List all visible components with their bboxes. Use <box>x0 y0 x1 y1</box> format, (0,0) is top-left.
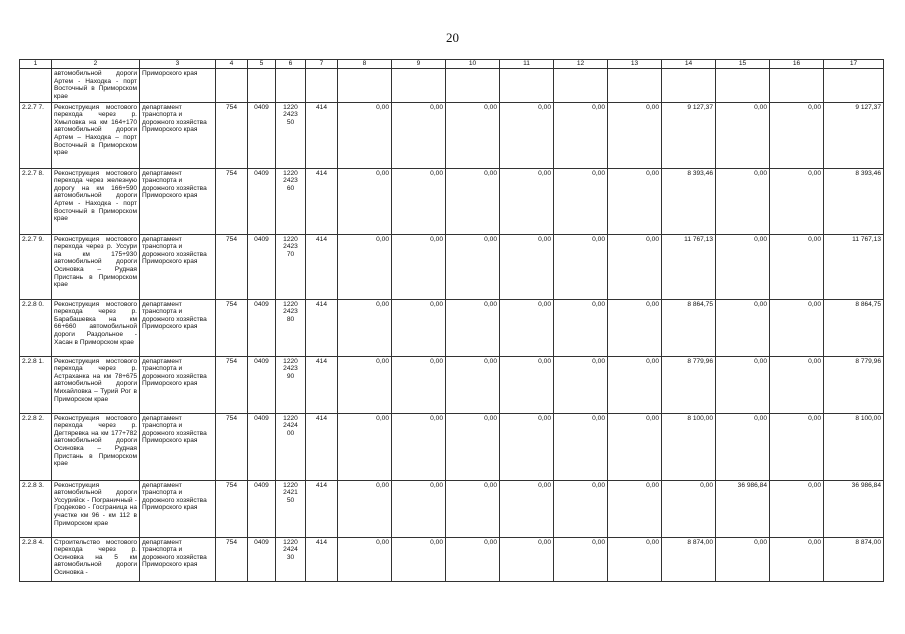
cell-amount-16: 0,00 <box>770 413 824 480</box>
cell-amount-13: 0,00 <box>608 537 662 581</box>
cell-amount-11: 0,00 <box>500 480 554 537</box>
cell-amount-14: 8 874,00 <box>662 537 716 581</box>
cell-grbs: 754 <box>216 168 248 234</box>
csr-part: 50 <box>286 496 295 504</box>
cell-amount-13: 0,00 <box>608 413 662 480</box>
cell-id: 2.2.8 0. <box>20 299 52 356</box>
table-row <box>20 168 884 234</box>
cell-amount-11: 0,00 <box>500 234 554 299</box>
cell-amount-13: 0,00 <box>608 356 662 413</box>
csr-part: 2423 <box>283 308 298 316</box>
cell-amount-15: 0,00 <box>716 102 770 168</box>
header-col-7: 7 <box>306 60 338 69</box>
csr-part: 2423 <box>283 111 298 119</box>
cell-amount-15: 0,00 <box>716 234 770 299</box>
cell-amount-12: 0,00 <box>554 356 608 413</box>
cell-organization: департамент транспорта и дорожного хозяйства Приморского края <box>140 234 216 299</box>
csr-part: 2421 <box>283 489 298 497</box>
table-row <box>20 413 884 480</box>
header-col-5: 5 <box>248 60 276 69</box>
cell-rzpr: 0409 <box>248 299 276 356</box>
cell-amount-17: 8 874,00 <box>824 537 884 581</box>
cell-description: Реконструкция мостового перехода через железную дорогу на км 166+590 автомобильной дороги Артем - Находка - порт Восточный в Приморском крае <box>52 168 140 234</box>
cell-id: 2.2.8 4. <box>20 537 52 581</box>
cell-id <box>20 69 52 103</box>
cell-amount-11: 0,00 <box>500 102 554 168</box>
cell-id: 2.2.8 1. <box>20 356 52 413</box>
cell-vr: 414 <box>306 234 338 299</box>
table-body <box>20 69 884 582</box>
cell-amount-13: 0,00 <box>608 480 662 537</box>
cell-amount-12: 0,00 <box>554 537 608 581</box>
cell-grbs: 754 <box>216 234 248 299</box>
cell-amount-17: 8 779,96 <box>824 356 884 413</box>
cell-description: Реконструкция мостового перехода через р. Уссури на км 175+930 автомобильной дороги Осиновка – Рудная Пристань в Приморском крае <box>52 234 140 299</box>
cell-amount-16: 0,00 <box>770 356 824 413</box>
csr-part: 1220 <box>283 481 298 489</box>
cell-description: автомобильной дороги Артем - Находка - порт Восточный в Приморском крае <box>52 69 140 103</box>
cell-grbs: 754 <box>216 299 248 356</box>
cell-amount-17: 8 393,46 <box>824 168 884 234</box>
header-row <box>20 60 884 69</box>
header-col-11: 11 <box>500 60 554 69</box>
cell-amount-11: 0,00 <box>500 168 554 234</box>
header-col-9: 9 <box>392 60 446 69</box>
cell-amount-9: 0,00 <box>392 356 446 413</box>
cell-organization: департамент транспорта и дорожного хозяйства Приморского края <box>140 413 216 480</box>
header-col-10: 10 <box>446 60 500 69</box>
cell-amount-12: 0,00 <box>554 168 608 234</box>
cell-organization: департамент транспорта и дорожного хозяйства Приморского края <box>140 168 216 234</box>
cell-amount-9: 0,00 <box>392 537 446 581</box>
table-row <box>20 356 884 413</box>
cell-amount-12: 0,00 <box>554 234 608 299</box>
cell-csr <box>276 234 306 299</box>
cell-amount-10: 0,00 <box>446 356 500 413</box>
cell-vr: 414 <box>306 102 338 168</box>
cell-amount-13: 0,00 <box>608 299 662 356</box>
cell-amount-16: 0,00 <box>770 299 824 356</box>
cell-amount-8: 0,00 <box>338 537 392 581</box>
header-col-13: 13 <box>608 60 662 69</box>
cell-csr <box>276 168 306 234</box>
cell-amount-14: 11 767,13 <box>662 234 716 299</box>
cell-vr: 414 <box>306 537 338 581</box>
cell-amount-10: 0,00 <box>446 299 500 356</box>
cell-amount-12: 0,00 <box>554 102 608 168</box>
cell-grbs: 754 <box>216 356 248 413</box>
cell-amount-16: 0,00 <box>770 234 824 299</box>
csr-part: 1220 <box>283 103 298 111</box>
table-row <box>20 234 884 299</box>
cell-amount-11: 0,00 <box>500 537 554 581</box>
cell-amount-15: 36 986,84 <box>716 480 770 537</box>
cell-amount-17: 9 127,37 <box>824 102 884 168</box>
cell-csr <box>276 413 306 480</box>
cell-amount-9: 0,00 <box>392 234 446 299</box>
cell-grbs: 754 <box>216 537 248 581</box>
csr-part: 50 <box>286 118 295 126</box>
cell-amount-10: 0,00 <box>446 413 500 480</box>
csr-part: 2424 <box>283 422 298 430</box>
cell-id: 2.2.7 9. <box>20 234 52 299</box>
cell-amount-11: 0,00 <box>500 299 554 356</box>
cell-amount-8: 0,00 <box>338 356 392 413</box>
cell-rzpr: 0409 <box>248 168 276 234</box>
cell-amount-8: 0,00 <box>338 234 392 299</box>
cell-amount-15: 0,00 <box>716 413 770 480</box>
cell-amount-17: 8 864,75 <box>824 299 884 356</box>
cell-rzpr: 0409 <box>248 102 276 168</box>
cell-rzpr: 0409 <box>248 537 276 581</box>
cell-amount-13: 0,00 <box>608 102 662 168</box>
cell-organization: департамент транспорта и дорожного хозяйства Приморского края <box>140 480 216 537</box>
csr-part: 1220 <box>283 235 298 243</box>
header-col-15: 15 <box>716 60 770 69</box>
cell-amount-15: 0,00 <box>716 168 770 234</box>
cell-csr <box>276 299 306 356</box>
page-number: 20 <box>446 30 459 45</box>
budget-table <box>19 59 884 582</box>
cell-id: 2.2.7 8. <box>20 168 52 234</box>
cell-amount-15: 0,00 <box>716 299 770 356</box>
cell-amount-11: 0,00 <box>500 413 554 480</box>
cell-amount-9: 0,00 <box>392 102 446 168</box>
cell-amount-16: 0,00 <box>770 480 824 537</box>
csr-part: 1220 <box>283 538 298 546</box>
cell-description: Строительство мостового перехода через р. Осиновка на 5 км автомобильной дороги Осиновка - <box>52 537 140 581</box>
cell-amount-8: 0,00 <box>338 480 392 537</box>
cell-amount-8: 0,00 <box>338 168 392 234</box>
csr-part: 30 <box>286 553 295 561</box>
csr-part: 1220 <box>283 169 298 177</box>
cell-amount-15: 0,00 <box>716 537 770 581</box>
csr-part: 80 <box>286 315 295 323</box>
header-col-3: 3 <box>140 60 216 69</box>
cell-amount-9: 0,00 <box>392 480 446 537</box>
header-col-4: 4 <box>216 60 248 69</box>
cell-amount-9: 0,00 <box>392 413 446 480</box>
cell-description: Реконструкция мостового перехода через р. Хмыловка на км 164+170 автомобильной дороги Артем – Находка – порт Восточный в Приморском крае <box>52 102 140 168</box>
cell-amount-8: 0,00 <box>338 299 392 356</box>
cell-amount-10: 0,00 <box>446 480 500 537</box>
cell-amount-14: 8 100,00 <box>662 413 716 480</box>
cell-grbs: 754 <box>216 413 248 480</box>
header-col-17: 17 <box>824 60 884 69</box>
cell-id: 2.2.8 2. <box>20 413 52 480</box>
cell-vr: 414 <box>306 356 338 413</box>
cell-organization: департамент транспорта и дорожного хозяйства Приморского края <box>140 356 216 413</box>
header-col-14: 14 <box>662 60 716 69</box>
cell-amount-14: 9 127,37 <box>662 102 716 168</box>
cell-amount-8: 0,00 <box>338 413 392 480</box>
cell-description: Реконструкция мостового перехода через р. Астраханка на км 78+675 автомобильной дороги Михайловка – Турий Рог в Приморском крае <box>52 356 140 413</box>
csr-part: 1220 <box>283 300 298 308</box>
cell-amount-14: 8 779,96 <box>662 356 716 413</box>
cell-amount-17: 8 100,00 <box>824 413 884 480</box>
cell-description: Реконструкция мостового перехода через р. Дегтяревка на км 177+782 автомобильной дороги Осиновка – Рудная Пристань в Приморском крае <box>52 413 140 480</box>
cell-amount-14: 8 864,75 <box>662 299 716 356</box>
cell-csr <box>276 356 306 413</box>
csr-part: 90 <box>286 372 295 380</box>
cell-rzpr: 0409 <box>248 234 276 299</box>
csr-part: 00 <box>286 429 295 437</box>
cell-amount-10: 0,00 <box>446 234 500 299</box>
table-row <box>20 299 884 356</box>
cell-amount-12: 0,00 <box>554 299 608 356</box>
table-row <box>20 537 884 581</box>
cell-amount-10: 0,00 <box>446 102 500 168</box>
cell-amount-16: 0,00 <box>770 168 824 234</box>
table-row <box>20 480 884 537</box>
csr-part: 2424 <box>283 546 298 554</box>
csr-part: 1220 <box>283 357 298 365</box>
cell-amount-10: 0,00 <box>446 537 500 581</box>
csr-part: 1220 <box>283 414 298 422</box>
cell-id: 2.2.8 3. <box>20 480 52 537</box>
header-col-1: 1 <box>20 60 52 69</box>
cell-amount-13: 0,00 <box>608 168 662 234</box>
cell-amount-13: 0,00 <box>608 234 662 299</box>
header-col-2: 2 <box>52 60 140 69</box>
cell-amount-17: 36 986,84 <box>824 480 884 537</box>
cell-amount-14: 8 393,46 <box>662 168 716 234</box>
cell-grbs: 754 <box>216 102 248 168</box>
cell-amount-12: 0,00 <box>554 413 608 480</box>
csr-part: 2423 <box>283 177 298 185</box>
cell-amount-15: 0,00 <box>716 356 770 413</box>
cell-amount-9: 0,00 <box>392 299 446 356</box>
cell-vr: 414 <box>306 299 338 356</box>
header-col-8: 8 <box>338 60 392 69</box>
cell-amount-17: 11 767,13 <box>824 234 884 299</box>
cell-description: Реконструкция мостового перехода через р. Барабашевка на км 66+660 автомобильной дороги Раздольное - Хасан в Приморском крае <box>52 299 140 356</box>
cell-amount-14: 0,00 <box>662 480 716 537</box>
cell-amount-11: 0,00 <box>500 356 554 413</box>
cell-rzpr: 0409 <box>248 356 276 413</box>
cell-csr <box>276 480 306 537</box>
cell-amount-10: 0,00 <box>446 168 500 234</box>
header-col-6: 6 <box>276 60 306 69</box>
cell-csr <box>276 102 306 168</box>
cell-vr: 414 <box>306 480 338 537</box>
cell-rzpr: 0409 <box>248 413 276 480</box>
cell-vr: 414 <box>306 413 338 480</box>
cell-rzpr: 0409 <box>248 480 276 537</box>
cell-organization: Приморского края <box>140 69 216 103</box>
cell-grbs: 754 <box>216 480 248 537</box>
csr-part: 60 <box>286 184 295 192</box>
cell-organization: департамент транспорта и дорожного хозяйства Приморского края <box>140 102 216 168</box>
cell-csr <box>276 537 306 581</box>
cell-amount-12: 0,00 <box>554 480 608 537</box>
cell-id: 2.2.7 7. <box>20 102 52 168</box>
cell-amount-16: 0,00 <box>770 537 824 581</box>
csr-part: 2423 <box>283 365 298 373</box>
cell-organization: департамент транспорта и дорожного хозяйства Приморского края <box>140 299 216 356</box>
cell-amount-16: 0,00 <box>770 102 824 168</box>
header-col-16: 16 <box>770 60 824 69</box>
cell-organization: департамент транспорта и дорожного хозяйства Приморского края <box>140 537 216 581</box>
continuation-row <box>20 69 884 103</box>
csr-part: 2423 <box>283 243 298 251</box>
csr-part: 70 <box>286 250 295 258</box>
header-col-12: 12 <box>554 60 608 69</box>
table-row <box>20 102 884 168</box>
cell-amount-8: 0,00 <box>338 102 392 168</box>
cell-description: Реконструкция автомобильной дороги Уссурийск - Пограничный - Гродеково - Госграница на участке км 96 - км 112 в Приморском крае <box>52 480 140 537</box>
cell-vr: 414 <box>306 168 338 234</box>
cell-amount-9: 0,00 <box>392 168 446 234</box>
